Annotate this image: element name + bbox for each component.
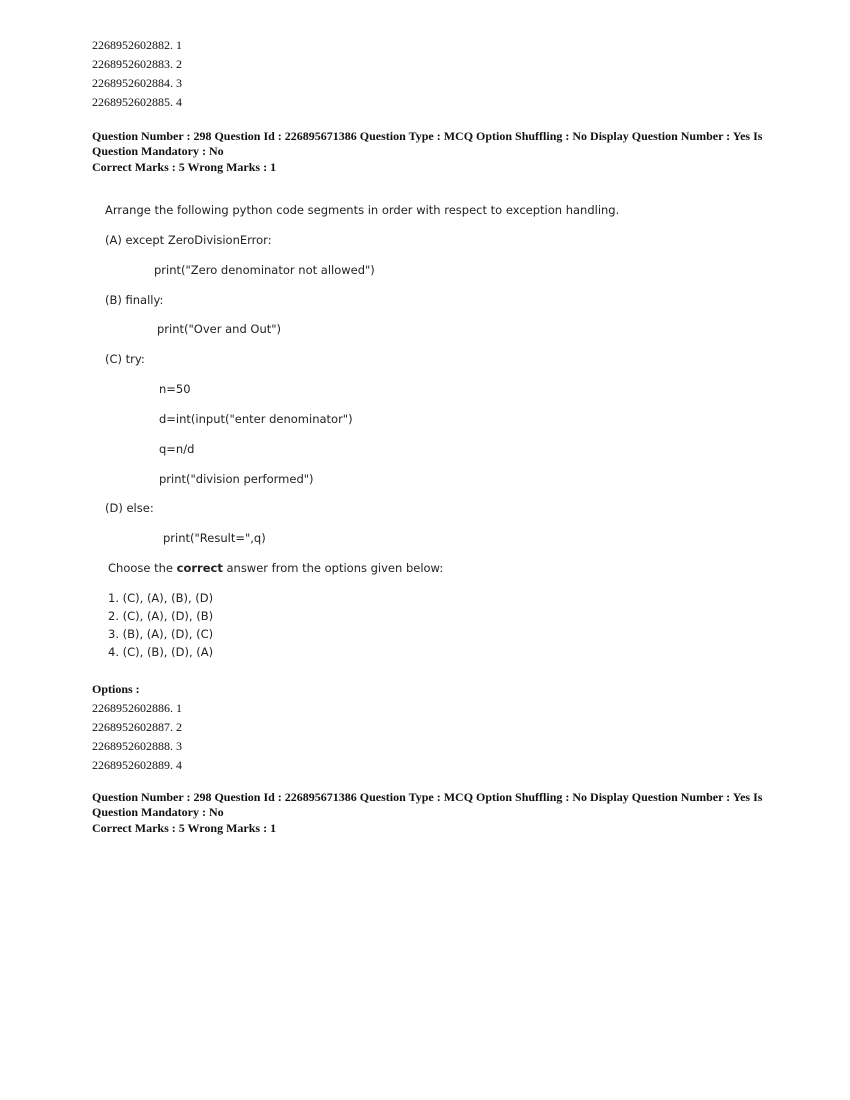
option-item: 2268952602886. 1 <box>92 701 182 715</box>
choose-post: answer from the options given below: <box>222 561 444 575</box>
question-marks-line: Correct Marks : 5 Wrong Marks : 1 <box>92 821 277 835</box>
next-question-header <box>92 790 762 836</box>
segment-b-label: (B) finally: <box>105 293 164 307</box>
segment-c-code-line: n=50 <box>159 382 191 396</box>
option-item: 2268952602884. 3 <box>92 76 182 90</box>
choose-pre: Choose the <box>108 561 177 575</box>
answer-choice: 1. (C), (A), (B), (D) <box>108 591 214 605</box>
option-item: 2268952602882. 1 <box>92 38 182 52</box>
options-section <box>92 680 182 775</box>
choose-bold: correct <box>176 561 223 575</box>
option-item: 2268952602887. 2 <box>92 720 182 734</box>
segment-d-code: print("Result=",q) <box>163 531 266 545</box>
question-meta-line: Question Number : 298 Question Id : 226895671386 Question Type : MCQ Option Shuffling : No Display Question Number : Yes Is <box>92 129 763 143</box>
segment-c-code-line: q=n/d <box>159 442 195 456</box>
option-item: 2268952602889. 4 <box>92 758 182 772</box>
options-heading: Options : <box>92 682 140 696</box>
segment-a-label: (A) except ZeroDivisionError: <box>105 233 272 247</box>
question-mandatory-line: Question Mandatory : No <box>92 804 224 819</box>
question-mandatory-line: Question Mandatory : No <box>92 143 224 158</box>
option-item: 2268952602883. 2 <box>92 57 182 71</box>
answer-choice: 3. (B), (A), (D), (C) <box>108 627 214 641</box>
option-item: 2268952602888. 3 <box>92 739 182 753</box>
choose-instruction <box>108 561 443 575</box>
option-item: 2268952602885. 4 <box>92 95 182 109</box>
segment-c-label: (C) try: <box>105 352 145 366</box>
answer-choice: 4. (C), (B), (D), (A) <box>108 645 214 659</box>
question-marks-line: Correct Marks : 5 Wrong Marks : 1 <box>92 160 277 174</box>
segment-c-code-line: d=int(input("enter denominator") <box>159 412 353 426</box>
segment-a-code: print("Zero denominator not allowed") <box>154 263 375 277</box>
question-prompt: Arrange the following python code segments in order with respect to exception handling. <box>105 203 620 217</box>
question-meta-line: Question Number : 298 Question Id : 226895671386 Question Type : MCQ Option Shuffling : No Display Question Number : Yes Is <box>92 790 763 804</box>
segment-b-code: print("Over and Out") <box>157 322 282 336</box>
segment-c-code-line: print("division performed") <box>159 472 314 486</box>
segment-d-label: (D) else: <box>105 501 154 515</box>
answer-choice: 2. (C), (A), (D), (B) <box>108 609 214 623</box>
